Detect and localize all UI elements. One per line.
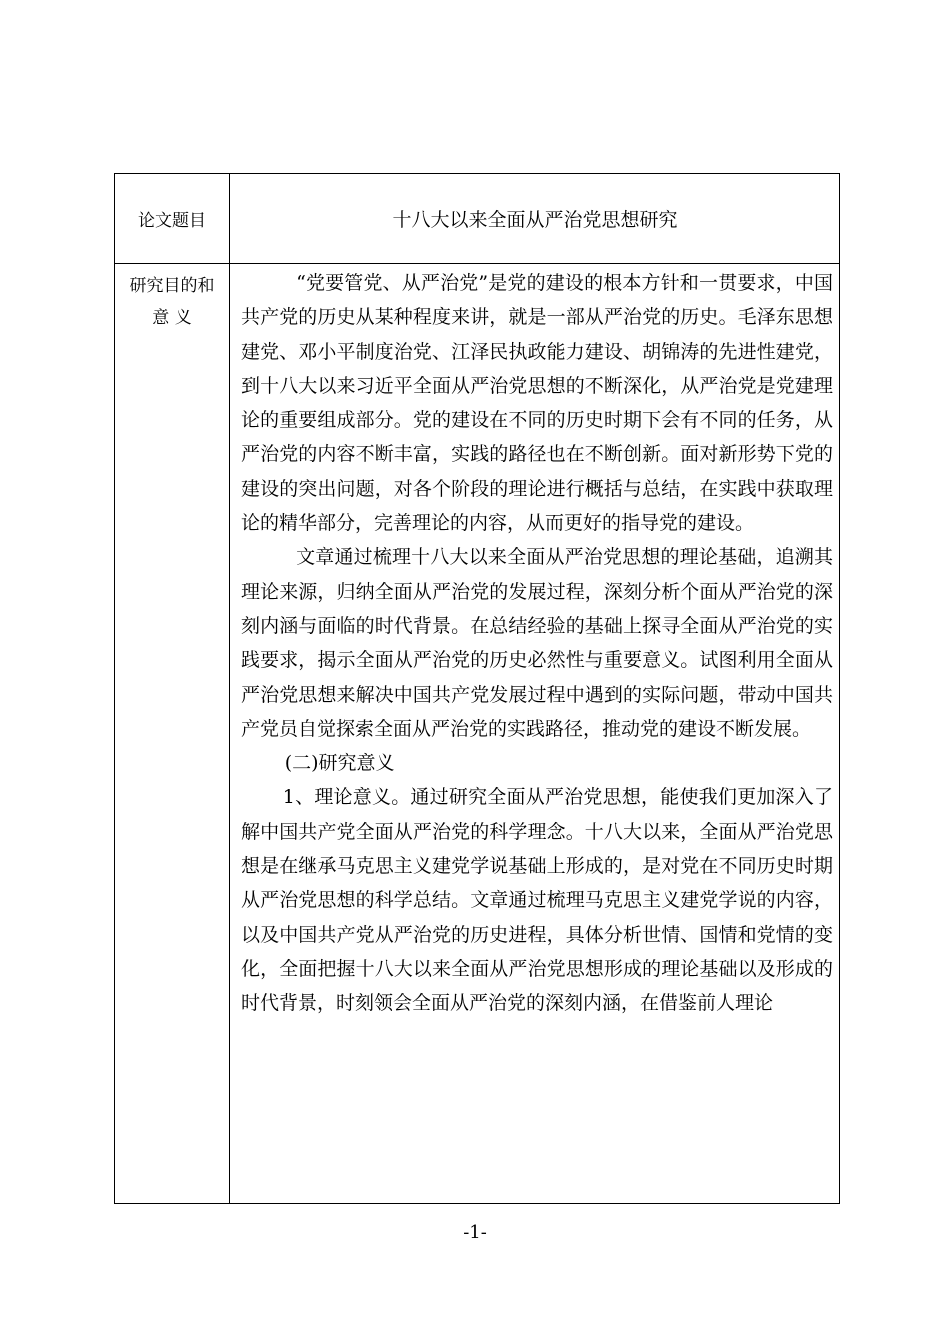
thesis-title-label: 论文题目 bbox=[138, 211, 206, 231]
paragraph-purpose-method: 文章通过梳理十八大以来全面从严治党思想的理论基础，追溯其理论来源，归纳全面从严治党的发展过程，深刻分析个面从严治党的深刻内涵与面临的时代背景。在总结经验的基础上探寻全面从严治党的实践要求，揭示全面从严治党的历史必然性与重要意义。试图利用全面从严治党思想来解决中国共产党发展过程中遇到的实际问题，带动中国共产党员自觉探索全面从严治党的实践路径，推动党的建设不断发展。 bbox=[241, 546, 833, 740]
thesis-title-value: 十八大以来全面从严治党思想研究 bbox=[392, 209, 678, 231]
page-number: -1- bbox=[463, 1222, 487, 1243]
paragraph-theoretical-significance: 1、理论意义。通过研究全面从严治党思想，能使我们更加深入了解中国共产党全面从严治党的科学理念。十八大以来，全面从严治党思想是在继承马克思主义建党学说基础上形成的，是对党在不同历史时期从严治党思想的科学总结。文章通过梳理马克思主义建党学说的内容，以及中国共产党从严治党的历史进程，具体分析世情、国情和党情的变化，全面把握十八大以来全面从严治党思想形成的理论基础以及形成的时代背景，时刻领会全面从严治党的深刻内涵，在借鉴前人理论 bbox=[241, 786, 833, 1015]
paragraph-purpose-intro: “党要管党、从严治党”是党的建设的根本方针和一贯要求，中国共产党的历史从某种程度来讲，就是一部从严治党的历史。毛泽东思想建党、邓小平制度治党、江泽民执政能力建设、胡锦涛的先进性建党，到十八大以来习近平全面从严治党思想的不断深化，从严治党是党建理论的重要组成部分。党的建设在不同的历史时期下会有不同的任务，从严治党的内容不断丰富，实践的路径也在不断创新。面对新形势下党的建设的突出问题，对各个阶段的理论进行概括与总结，在实践中获取理论的精华部分，完善理论的内容，从而更好的指导党的建设。 bbox=[241, 272, 833, 535]
table-column-divider bbox=[229, 174, 230, 1203]
research-purpose-label bbox=[115, 270, 229, 334]
table-row-divider bbox=[115, 263, 839, 264]
research-purpose-label-line1: 研究目的和 bbox=[129, 276, 215, 296]
research-purpose-label-line2: 意 义 bbox=[152, 308, 192, 328]
document-table bbox=[114, 173, 840, 1204]
research-purpose-content bbox=[241, 266, 833, 1021]
section-heading-significance: (二)研究意义 bbox=[284, 752, 395, 775]
